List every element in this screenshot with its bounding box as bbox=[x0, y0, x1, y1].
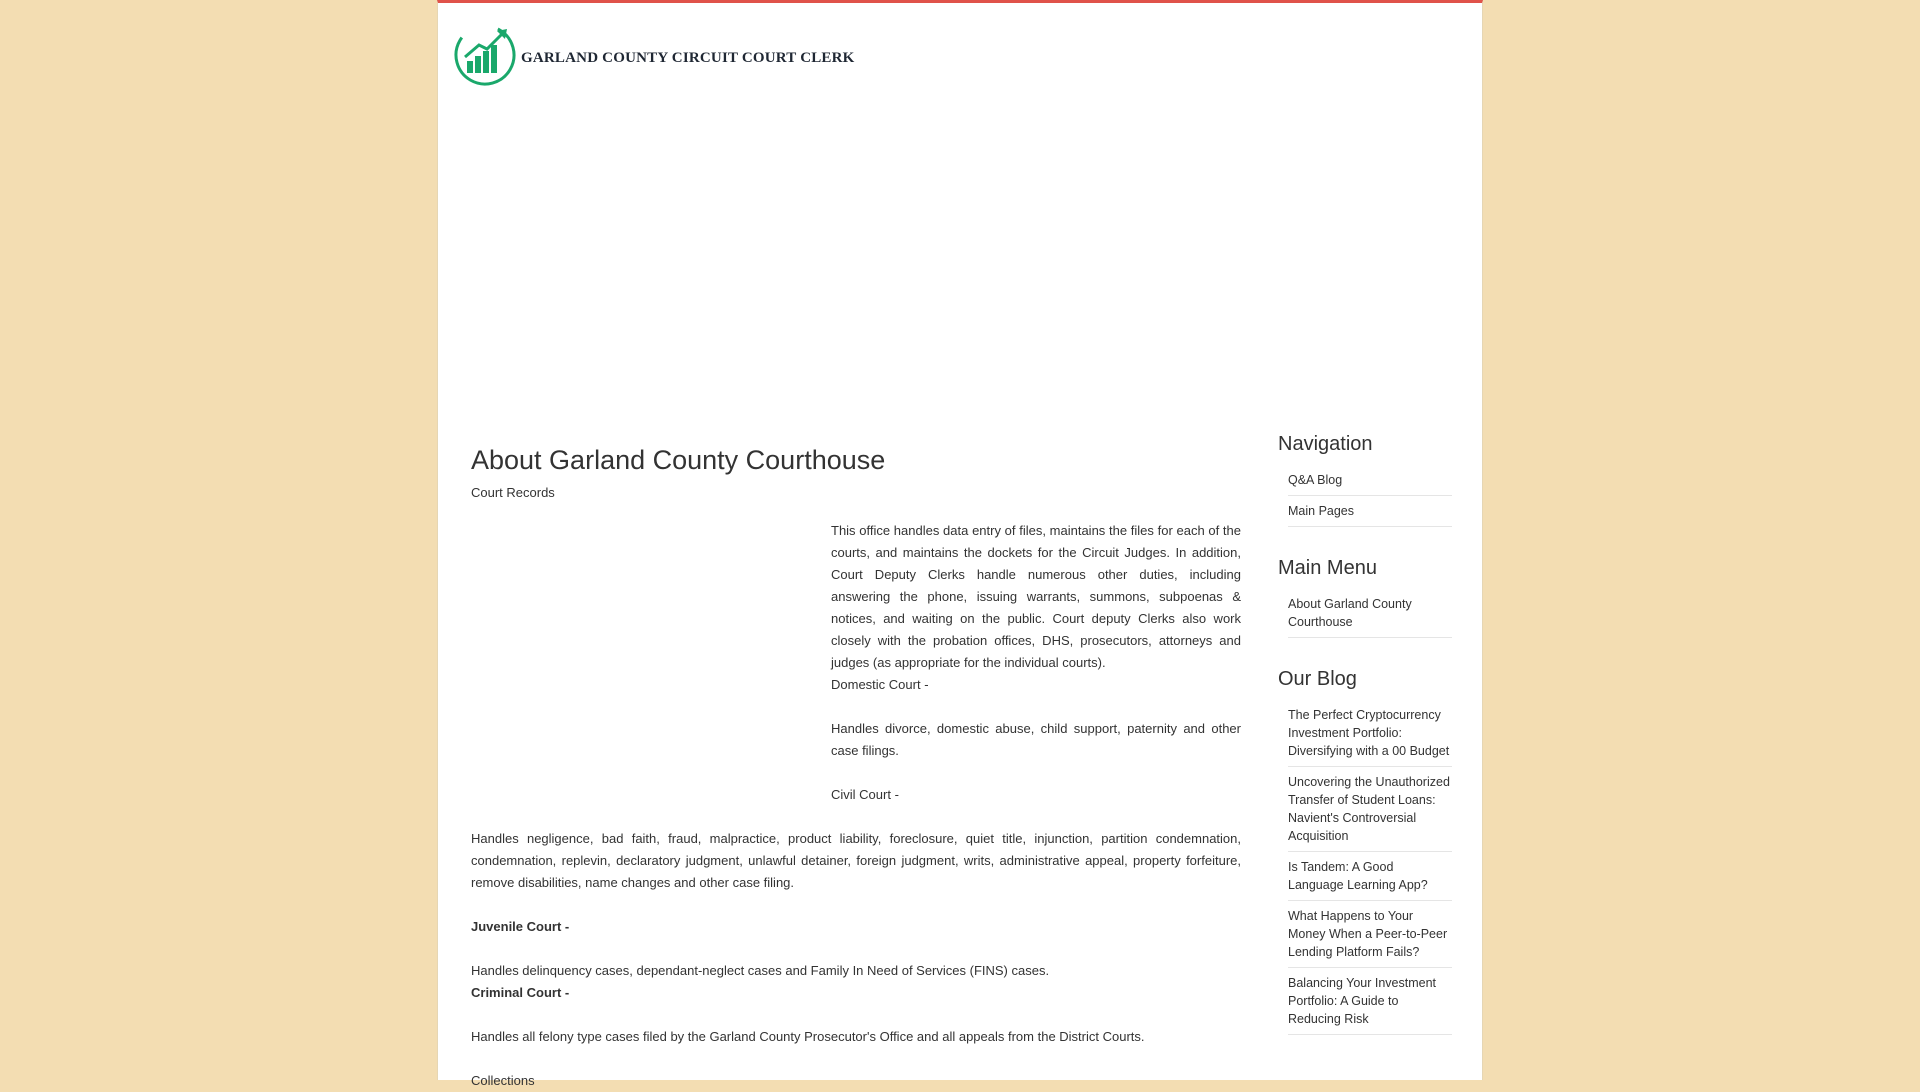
breadcrumb bbox=[471, 484, 1241, 502]
navigation-widget-title: Navigation bbox=[1278, 433, 1373, 455]
site-logo-link[interactable] bbox=[453, 23, 855, 87]
criminal-court-heading: Criminal Court - bbox=[471, 985, 570, 1000]
juvenile-court-heading: Juvenile Court - bbox=[471, 919, 570, 934]
blog-link[interactable]: Uncovering the Unauthorized Transfer of Student Loans: Navient's Controversial Acquisition bbox=[1288, 775, 1450, 843]
site-logo-text: GARLAND COUNTY CIRCUIT COURT CLERK bbox=[521, 49, 855, 66]
navigation-item bbox=[1288, 496, 1452, 527]
page-container bbox=[437, 0, 1483, 1088]
navigation-widget bbox=[1278, 431, 1452, 527]
blog-item bbox=[1288, 901, 1452, 968]
our-blog-widget bbox=[1278, 666, 1452, 1035]
blog-link[interactable]: Balancing Your Investment Portfolio: A Guide to Reducing Risk bbox=[1288, 976, 1437, 1026]
article-body bbox=[471, 502, 1241, 1092]
blog-item bbox=[1288, 767, 1452, 852]
our-blog-widget-title: Our Blog bbox=[1278, 668, 1357, 690]
blog-link[interactable]: Is Tandem: A Good Language Learning App? bbox=[1288, 860, 1428, 892]
page-title: About Garland County Courthouse bbox=[471, 445, 886, 475]
blog-link[interactable]: What Happens to Your Money When a Peer-to-Peer Lending Platform Fails? bbox=[1288, 909, 1448, 959]
civil-court-text: Handles negligence, bad faith, fraud, malpractice, product liability, foreclosure, quiet title, injunction, partition condemnation, condemnation, replevin, declaratory judgment, unlawful detainer, foreign judgment, writs, administrative appeal, property forfeiture, remove disabilities, name changes and other case filing. bbox=[471, 831, 1241, 890]
main-menu-item bbox=[1288, 589, 1452, 638]
blog-item bbox=[1288, 700, 1452, 767]
criminal-court-text: Handles all felony type cases filed by the Garland County Prosecutor's Office and all appeals from the District Courts. bbox=[471, 1029, 1145, 1044]
sidebar bbox=[1278, 431, 1452, 1063]
domestic-court-heading: Domestic Court - bbox=[831, 677, 929, 692]
blog-item bbox=[1288, 852, 1452, 901]
growth-chart-icon bbox=[453, 23, 517, 87]
intro-paragraph: This office handles data entry of files, maintains the files for each of the courts, and maintains the dockets for the Circuit Judges. In addition, Court Deputy Clerks handle numerous other duties, including answering the phone, issuing warrants, summons, subpoenas & notices, and waiting on the public. Court deputy Clerks also work closely with the probation offices, DHS, prosecutors, attorneys and judges (as appropriate for the individual courts). bbox=[831, 523, 1241, 670]
menu-link-about-courthouse[interactable]: About Garland County Courthouse bbox=[1288, 597, 1412, 629]
ad-slot bbox=[471, 520, 816, 820]
navigation-item bbox=[1288, 465, 1452, 496]
collections-heading: Collections bbox=[471, 1073, 535, 1088]
main-content bbox=[471, 440, 1241, 1092]
blog-item bbox=[1288, 968, 1452, 1035]
blog-link[interactable]: The Perfect Cryptocurrency Investment Portfolio: Diversifying with a 00 Budget bbox=[1288, 708, 1450, 758]
breadcrumb-link-court-records[interactable]: Court Records bbox=[471, 485, 555, 500]
juvenile-court-text: Handles delinquency cases, dependant-neglect cases and Family In Need of Services (FINS) cases. bbox=[471, 963, 1050, 978]
domestic-court-text: Handles divorce, domestic abuse, child support, paternity and other case filings. bbox=[831, 721, 1241, 758]
nav-link-qa-blog[interactable]: Q&A Blog bbox=[1288, 473, 1343, 487]
main-menu-widget bbox=[1278, 555, 1452, 638]
main-menu-widget-title: Main Menu bbox=[1278, 557, 1377, 579]
nav-link-main-pages[interactable]: Main Pages bbox=[1288, 504, 1355, 518]
civil-court-heading: Civil Court - bbox=[831, 787, 899, 802]
